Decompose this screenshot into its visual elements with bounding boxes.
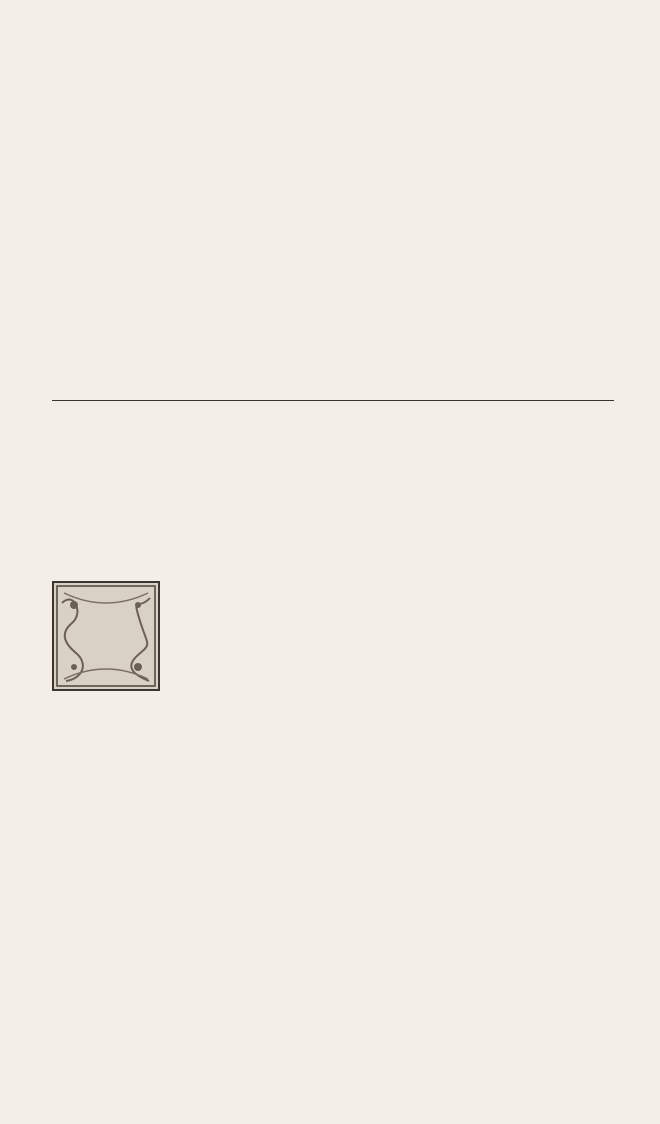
section-divider — [52, 400, 614, 401]
initial-letter — [54, 583, 158, 689]
decorated-initial — [52, 581, 160, 691]
